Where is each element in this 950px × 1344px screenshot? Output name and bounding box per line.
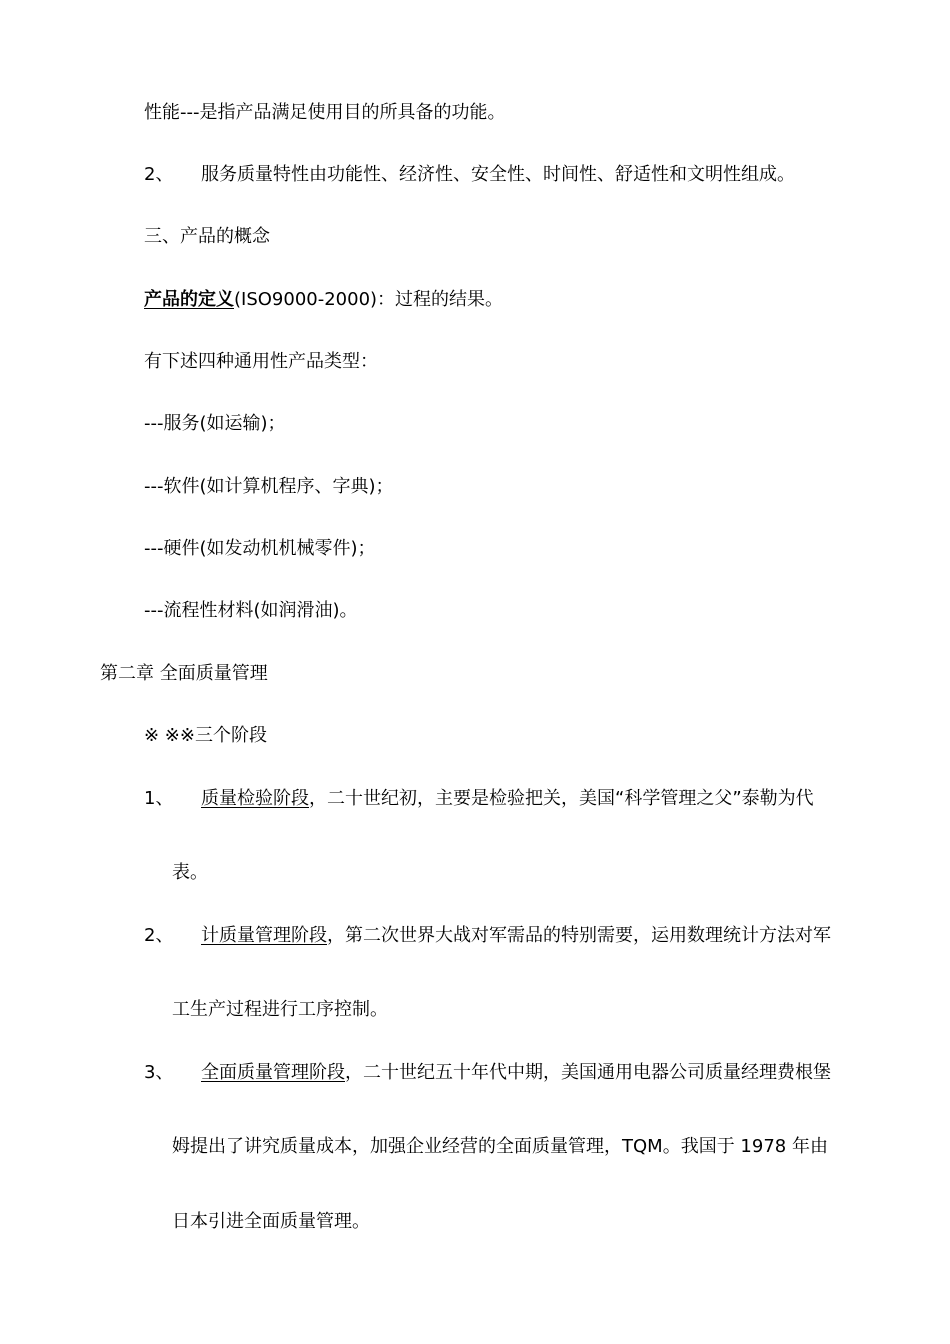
stage-term: 计质量管理阶段 (201, 925, 327, 946)
product-type-hardware: ---硬件(如发动机机械零件)； (144, 538, 376, 559)
stage-term: 全面质量管理阶段 (201, 1062, 345, 1083)
list-number: 2、 (144, 164, 174, 185)
service-quality-item: 2、 服务质量特性由功能性、经济性、安全性、时间性、舒适性和文明性组成。 (144, 162, 795, 188)
product-type-material: ---流程性材料(如润滑油)。 (144, 600, 358, 621)
stage-item-3-continued: 姆提出了讲究质量成本，加强企业经营的全面质量管理，TQM。我国于 1978 年由 (172, 1136, 828, 1157)
product-type-service: ---服务(如运输)； (144, 413, 286, 434)
product-type-software: ---软件(如计算机程序、字典)； (144, 476, 394, 497)
performance-definition: 性能---是指产品满足使用目的所具备的功能。 (144, 102, 506, 123)
list-number: 1、 (144, 788, 174, 809)
definition-term: 产品的定义 (144, 289, 234, 310)
list-number: 2、 (144, 925, 174, 946)
stage-term: 质量检验阶段 (201, 788, 309, 809)
list-number: 3、 (144, 1062, 174, 1083)
stage-item-2: 2、 计质量管理阶段，第二次世界大战对军需品的特别需要，运用数理统计方法对军 (144, 923, 831, 949)
stage-item-2-continued: 工生产过程进行工序控制。 (172, 999, 388, 1020)
product-types-intro: 有下述四种通用性产品类型： (144, 351, 378, 372)
stage-item-3-continued-2: 日本引进全面质量管理。 (172, 1211, 370, 1232)
product-definition: 产品的定义(ISO9000-2000)：过程的结果。 (144, 289, 504, 310)
stage-item-1: 1、 质量检验阶段，二十世纪初，主要是检验把关，美国“科学管理之父”泰勒为代 (144, 786, 814, 812)
section-heading-product-concept: 三、产品的概念 (144, 226, 270, 247)
stage-item-1-continued: 表。 (172, 862, 208, 883)
stage-item-3: 3、 全面质量管理阶段，二十世纪五十年代中期，美国通用电器公司质量经理费根堡 (144, 1060, 831, 1086)
chapter-heading: 第二章 全面质量管理 (100, 663, 268, 684)
stages-heading: ※ ※※三个阶段 (144, 725, 267, 746)
